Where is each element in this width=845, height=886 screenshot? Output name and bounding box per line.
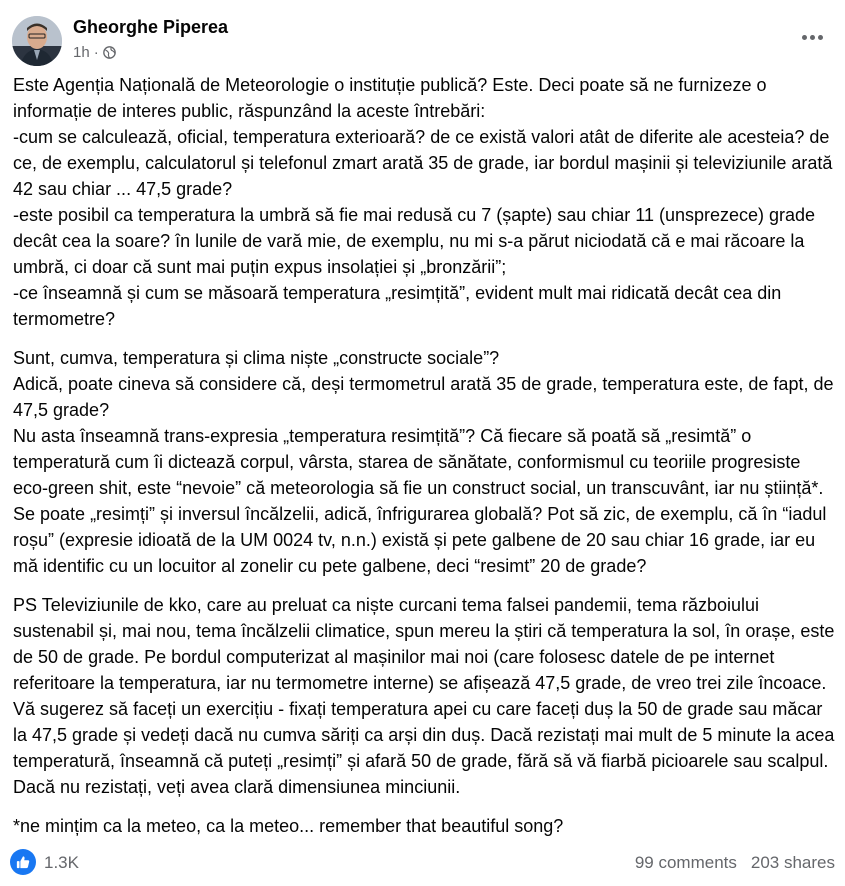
post-paragraph-1: Este Agenția Națională de Meteorologie o instituție publică? Este. Deci poate să ne furnizeze o informație de interes public, răspunzând la aceste întrebări: -cum se calculează, oficial, temperatura exterioară? de ce există valori atât de diferite ale acesteia? de ce, de exemplu, calculatorul și telefonul zmart arată 35 de grade, iar bordul mașinii și televiziunile arată 42 sau chiar ... 47,5 grade? -este posibil ca temperatura la umbră să fie mai redusă cu 7 (șapte) sau chiar 11 (unsprezece) grade decât cea la soare? în lunile de vară mie, de exemplu, nu mi s-a părut niciodată că e mai răcoare la umbră, ci doar că sunt mai puțin expus insolației și „bronzării”; -ce înseamnă și cum se măsoară temperatura „resimțită”, evident mult mai ridicată decât cea din termometre? xyxy=(13,75,833,329)
post-time[interactable]: 1h xyxy=(73,44,90,61)
avatar[interactable] xyxy=(12,16,62,66)
post-footer xyxy=(10,845,835,881)
avatar-portrait xyxy=(12,16,62,66)
post-meta xyxy=(73,44,116,61)
author-name[interactable]: Gheorghe Piperea xyxy=(73,17,229,37)
engagement-counts xyxy=(635,853,835,873)
post-paragraph-2: Sunt, cumva, temperatura și clima niște „constructe sociale”? Adică, poate cineva să considere că, deși termometrul arată 35 de grade, temperatura este, de fapt, de 47,5 grade? Nu asta înseamnă trans-expresia „temperatura resimțită”? Că fiecare să poată să „resimtă” o temperatură cum îi dictează corpul, vârsta, starea de sănătate, conformismul cu teoriile progresiste eco-green shit, este “nevoie” că meteorologia să fie un construct social, un transcuvânt, iar nu știință*. Se poate „resimți” și inversul încălzelii, adică, înfrigurarea globală? Pot să zic, de exemplu, că în “iadul roșu” (expresie idioată de la UM 0024 tv, n.n.) există și pete galbene de 20 sau chiar 16 grade, iar eu mă identific cu un locuitor al zonelir cu pete galbene, deci “resimt” 20 de grade? xyxy=(13,348,834,576)
more-icon-dot xyxy=(810,35,815,40)
globe-icon xyxy=(103,46,116,59)
comments-count[interactable]: 99 comments xyxy=(634,853,737,872)
post-header xyxy=(10,12,835,66)
post-body xyxy=(13,72,836,839)
reaction-count[interactable]: 1.3K xyxy=(44,853,79,872)
post-paragraph-3: PS Televiziunile de kko, care au preluat ca niște curcani tema falsei pandemii, tema războiului sustenabil și, mai nou, tema încălzelii climatice, spun mereu la știri că temperatura la sol, în orașe, este de 50 de grade. Pe bordul computerizat al mașinilor mai noi (care folosesc datele de pe internet referitoare la temperatura, iar nu termometre interne) se afișează 47,5 grade, de vreo trei zile încoace. Vă sugerez să faceți un exercițiu - fixați temperatura apei cu care faceți duș la 50 de grade sau măcar la 47,5 grade și vedeți dacă nu cumva săriți ca arși din duș. Dacă rezistați mai mult de 5 minute la acea temperatură, înseamnă că puteți „resimți” și afară 50 de grade, fără să vă fiarbă picioarele sau scalpul. Dacă nu rezistați, veți avea clară dimensiunea minciunii. xyxy=(13,595,835,797)
shares-count[interactable]: 203 shares xyxy=(750,853,835,872)
post-paragraph-4: *ne mințim ca la meteo, ca la meteo... remember that beautiful song? xyxy=(13,816,564,836)
more-options-button[interactable] xyxy=(797,22,827,52)
thumbs-up-icon xyxy=(16,855,30,869)
meta-separator: · xyxy=(93,44,99,61)
more-icon-dot xyxy=(818,35,823,40)
like-icon[interactable] xyxy=(10,849,36,875)
more-icon xyxy=(802,35,807,40)
